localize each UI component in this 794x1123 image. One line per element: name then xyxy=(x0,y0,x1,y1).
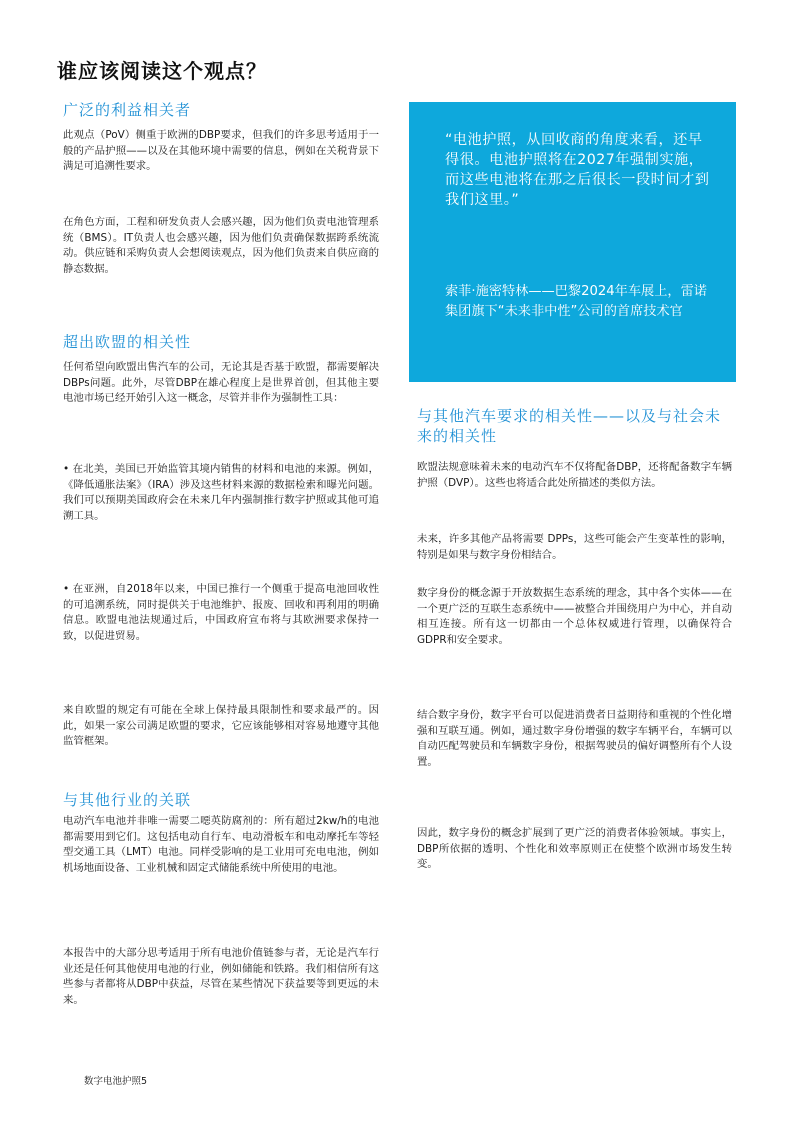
quote-box xyxy=(409,102,736,382)
paragraph-dvp: 欧盟法规意味着未来的电动汽车不仅将配备DBP，还将配备数字车辆护照（DVP）。这些也将适合此处所描述的类似方法。 xyxy=(417,461,732,489)
paragraph-beyond-eu-intro: 任何希望向欧盟出售汽车的公司，无论其是否基于欧盟，都需要解决DBPs问题。此外，尽管DBP在雄心程度上是世界首创，但其他主要电池市场已经开始引入这一概念，尽管并非作为强制性工具： xyxy=(63,361,379,404)
page-footer: 数字电池护照5 xyxy=(84,1076,148,1087)
quote-source: 索菲·施密特林——巴黎2024年车展上，雷诺集团旗下“未来非中性”公司的首席技术官 xyxy=(445,284,707,319)
paragraph-eu-restrictive: 来自欧盟的规定有可能在全球上保持最具限制性和要求最严的。因此，如果一家公司满足欧盟的要求，它应该能够相对容易地遵守其他监管框架。 xyxy=(63,704,379,747)
paragraph-other-batteries: 电动汽车电池并非唯一需要二噁英防腐剂的：所有超过2kw/h的电池都需要用到它们。这包括电动自行车、电动滑板车和电动摩托车等轻型交通工具（LMT）电池。同样受影响的是工业用可充电电池，例如机场地面设备、工业机械和固定式储能系统中所使用的电池。 xyxy=(63,815,379,874)
paragraph-digital-identity: 数字身份的概念源于开放数据生态系统的理念，其中各个实体——在一个更广泛的互联生态系统中——被整合并围绕用户为中心，并自动相互连接。所有这一切都由一个总体权威进行管理，以确保符合GDPR和安全要求。 xyxy=(417,587,732,646)
paragraph-value-chain: 本报告中的大部分思考适用于所有电池价值链参与者，无论是汽车行业还是任何其他使用电池的行业，例如储能和铁路。我们相信所有这些参与者都将从DBP中获益，尽管在某些情况下获益要等到更远的未来。 xyxy=(63,947,379,1006)
heading-beyond-eu: 超出欧盟的相关性 xyxy=(63,333,192,351)
heading-other-auto-requirements: 与其他汽车要求的相关性——以及与社会未来的相关性 xyxy=(417,407,722,445)
paragraph-roles: 在角色方面，工程和研发负责人会感兴趣，因为他们负责电池管理系统（BMS）。IT负责人也会感兴趣，因为他们负责确保数据跨系统流动。供应链和采购负责人会想阅读观点，因为他们负责来自供应商的静态数据。 xyxy=(63,216,379,275)
heading-other-industries: 与其他行业的关联 xyxy=(63,791,192,809)
page-title: 谁应该阅读这个观点？ xyxy=(57,59,267,83)
bullet-north-america: • 在北美，美国已开始监管其境内销售的材料和电池的来源。例如，《降低通胀法案》（IRA）涉及这些材料来源的数据检索和曝光问题。我们可以预期美国政府会在未来几年内强制推行数字护照或其他可追溯工具。 xyxy=(63,463,379,522)
paragraph-dpps: 未来，许多其他产品将需要 DPPs，这些可能会产生变革性的影响，特别是如果与数字身份相结合。 xyxy=(417,533,732,561)
paragraph-digital-platform: 结合数字身份，数字平台可以促进消费者日益期待和重视的个性化增强和互联互通。例如，通过数字身份增强的数字车辆平台，车辆可以自动匹配驾驶员和车辆数字身份，根据驾驶员的偏好调整所有个人设置。 xyxy=(417,709,732,768)
bullet-asia: • 在亚洲，自2018年以来，中国已推行一个侧重于提高电池回收性的可追溯系统，同时提供关于电池维护、报废、回收和再利用的明确信息。欧盟电池法规通过后，中国政府宣布将与其欧洲要求保持一致，以促进贸易。 xyxy=(63,583,379,642)
paragraph-consumer-experience: 因此，数字身份的概念扩展到了更广泛的消费者体验领域。事实上，DBP所依据的透明、个性化和效率原则正在使整个欧洲市场发生转变。 xyxy=(417,827,732,870)
quote-text: “电池护照，从回收商的角度来看，还早得很。电池护照将在2027年强制实施，而这些电池将在那之后很长一段时间才到我们这里。” xyxy=(445,132,710,208)
heading-broad-stakeholders: 广泛的利益相关者 xyxy=(63,101,192,119)
paragraph-pov-scope: 此观点（PoV）侧重于欧洲的DBP要求，但我们的许多思考适用于一般的产品护照——以及在其他环境中需要的信息，例如在关税背景下满足可追溯性要求。 xyxy=(63,129,379,172)
